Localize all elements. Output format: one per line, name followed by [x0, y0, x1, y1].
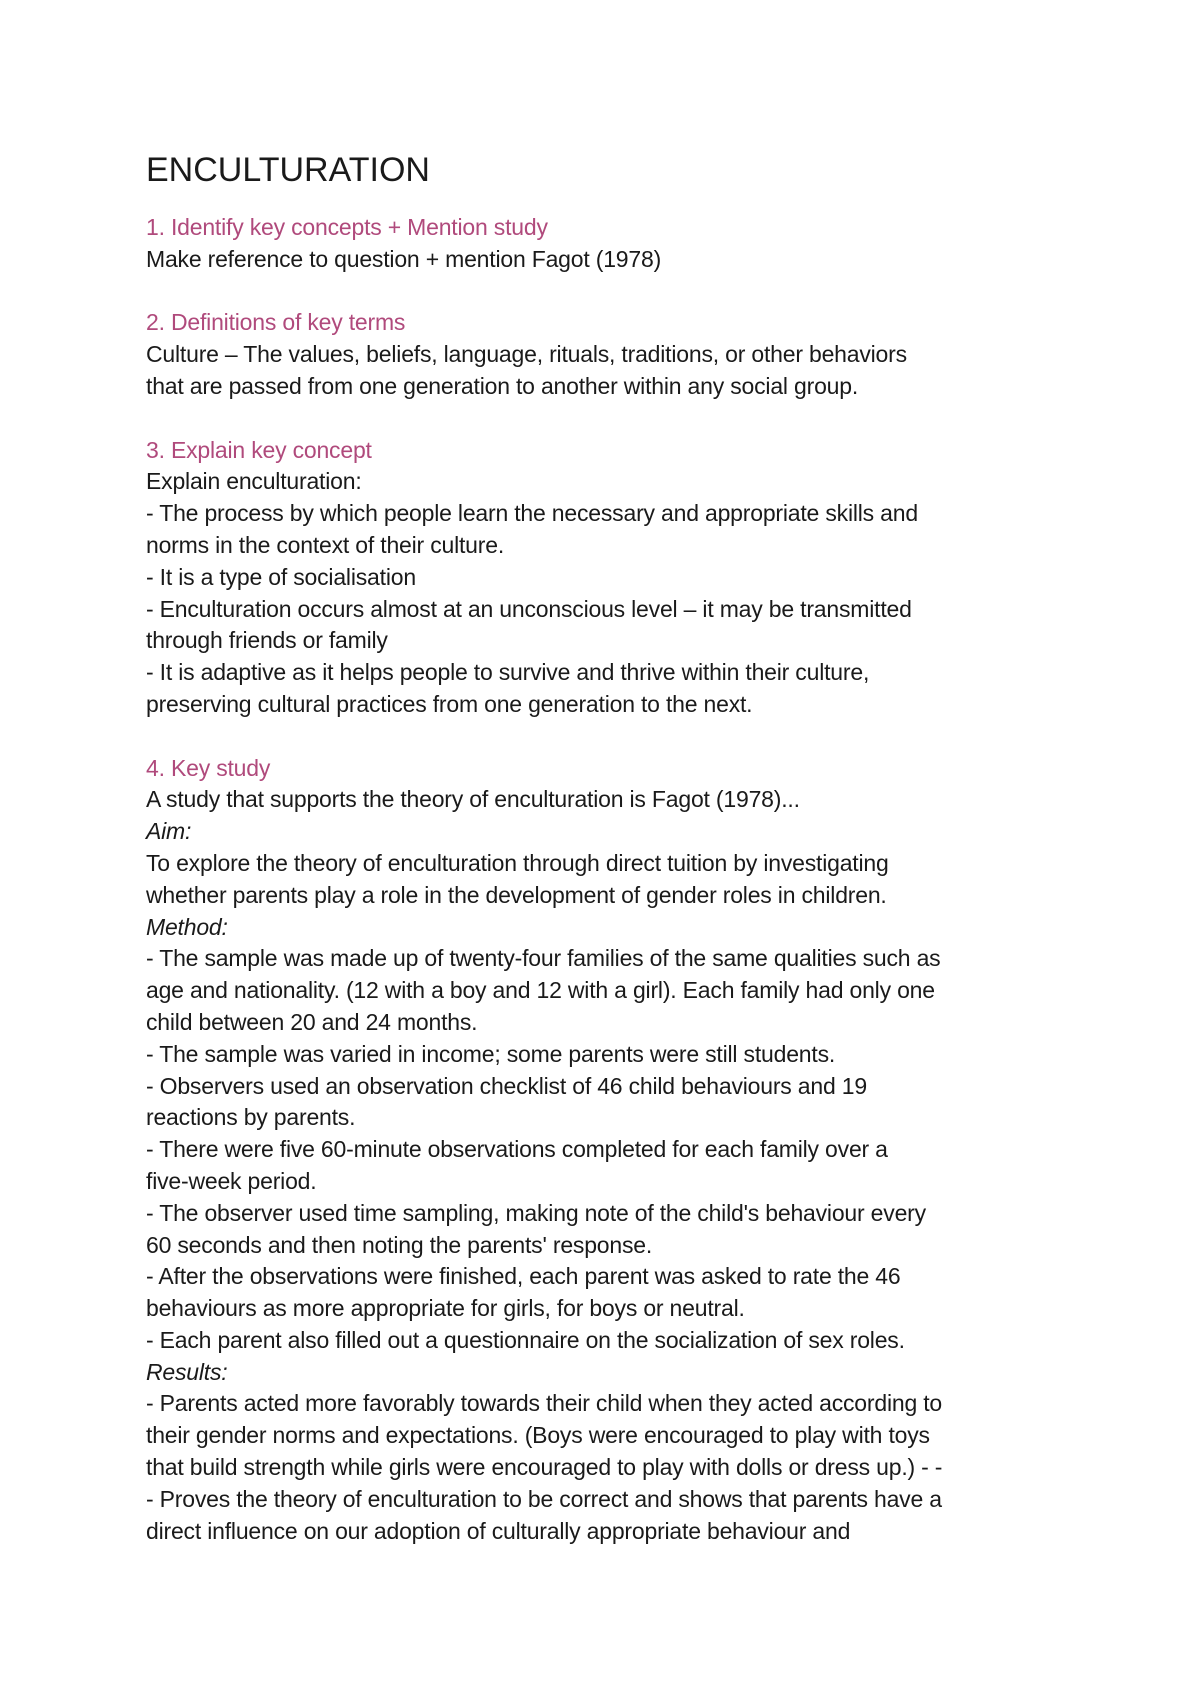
text-line: - Enculturation occurs almost at an unconscious level – it may be transmitted	[146, 595, 912, 622]
text-line: Make reference to question + mention Fagot (1978)	[146, 245, 662, 272]
text-line: - The process by which people learn the necessary and appropriate skills and	[146, 500, 918, 527]
text-line: - There were five 60-minute observations completed for each family over a	[146, 1136, 888, 1163]
section-heading: 2. Definitions of key terms	[146, 309, 406, 336]
text-line: their gender norms and expectations. (Boys were encouraged to play with toys	[146, 1422, 930, 1449]
section-explain-concept	[146, 435, 1086, 721]
section-definitions	[146, 307, 1086, 402]
page-title: ENCULTURATION	[146, 151, 430, 189]
text-line: - The observer used time sampling, making note of the child's behaviour every	[146, 1199, 926, 1226]
text-line: - Proves the theory of enculturation to be correct and shows that parents have a	[146, 1485, 942, 1512]
text-line: Explain enculturation:	[146, 468, 362, 495]
text-line: - The sample was varied in income; some parents were still students.	[146, 1040, 836, 1067]
text-line: - Observers used an observation checklist of 46 child behaviours and 19	[146, 1072, 867, 1099]
document-page	[146, 148, 1086, 1547]
text-line: age and nationality. (12 with a boy and 12 with a girl). Each family had only one	[146, 977, 935, 1004]
text-line: norms in the context of their culture.	[146, 531, 505, 558]
text-line: that are passed from one generation to another within any social group.	[146, 372, 859, 399]
aim-label: Aim:	[146, 818, 192, 845]
text-line: reactions by parents.	[146, 1104, 356, 1131]
text-line: direct influence on our adoption of culturally appropriate behaviour and	[146, 1517, 851, 1544]
text-line: behaviours as more appropriate for girls, for boys or neutral.	[146, 1295, 745, 1322]
text-line: preserving cultural practices from one generation to the next.	[146, 690, 753, 717]
text-line: 60 seconds and then noting the parents' response.	[146, 1231, 653, 1258]
section-heading: 3. Explain key concept	[146, 436, 372, 463]
text-line: To explore the theory of enculturation through direct tuition by investigating	[146, 849, 889, 876]
study-intro: A study that supports the theory of enculturation is Fagot (1978)...	[146, 786, 800, 813]
text-line: - After the observations were finished, each parent was asked to rate the 46	[146, 1263, 901, 1290]
section-heading: 1. Identify key concepts + Mention study	[146, 214, 548, 240]
text-line: whether parents play a role in the development of gender roles in children.	[146, 881, 887, 908]
section-heading: 4. Key study	[146, 754, 271, 781]
text-line: - It is a type of socialisation	[146, 563, 416, 590]
results-label: Results:	[146, 1358, 228, 1385]
section-identify-concepts	[146, 212, 1086, 276]
text-line: five-week period.	[146, 1167, 317, 1194]
text-line: that build strength while girls were encouraged to play with dolls or dress up.) - -	[146, 1454, 943, 1481]
text-line: through friends or family	[146, 627, 388, 654]
method-label: Method:	[146, 913, 228, 940]
text-line: - Each parent also filled out a questionnaire on the socialization of sex roles.	[146, 1326, 905, 1353]
text-line: - The sample was made up of twenty-four families of the same qualities such as	[146, 945, 941, 972]
text-line: child between 20 and 24 months.	[146, 1008, 478, 1035]
text-line: - It is adaptive as it helps people to survive and thrive within their culture,	[146, 659, 870, 686]
text-line: Culture – The values, beliefs, language, rituals, traditions, or other behaviors	[146, 341, 907, 368]
section-key-study	[146, 753, 1086, 1548]
text-line: - Parents acted more favorably towards their child when they acted according to	[146, 1390, 943, 1417]
